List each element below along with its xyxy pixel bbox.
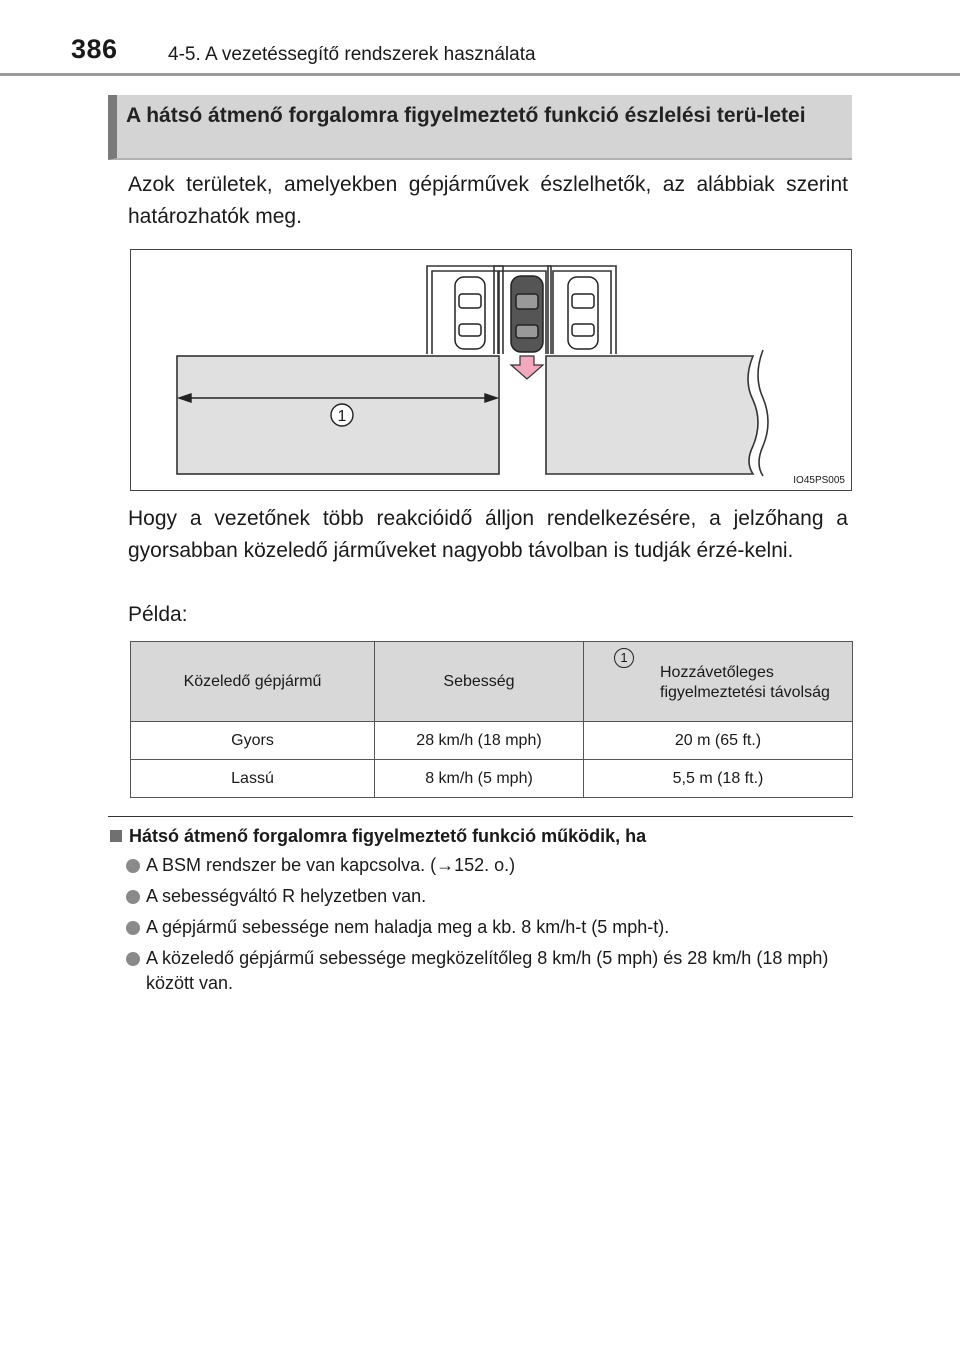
header-distance-text: Hozzávetőleges figyelmeztetési távolság xyxy=(660,663,830,701)
warning-distance-table xyxy=(130,641,853,798)
conditions-heading xyxy=(110,826,646,847)
detection-zone-right xyxy=(546,356,758,474)
header-rule xyxy=(0,73,960,76)
table-cell: 5,5 m (18 ft.) xyxy=(584,760,853,798)
list-item xyxy=(126,915,856,940)
figure-code: IO45PS005 xyxy=(793,475,845,486)
square-bullet-icon xyxy=(110,830,122,842)
table-row xyxy=(131,760,853,798)
parking-diagram xyxy=(131,250,851,490)
header-vehicle: Közeledő gépjármű xyxy=(131,642,375,722)
section-title: A hátsó átmenő forgalomra figyelmeztető funkció észlelési terü-letei xyxy=(126,104,806,127)
bullet-dot-icon xyxy=(126,859,140,873)
car-right xyxy=(568,277,598,349)
table-cell: 8 km/h (5 mph) xyxy=(375,760,584,798)
table-cell: Lassú xyxy=(131,760,375,798)
list-item-text: A BSM rendszer be van kapcsolva. (→152. o.) xyxy=(146,855,516,875)
table-cell: 28 km/h (18 mph) xyxy=(375,722,584,760)
list-item-text: A közeledő gépjármű sebessége megközelítőleg 8 km/h (5 mph) és 28 km/h (18 mph) között van. xyxy=(146,948,829,993)
table-cell: Gyors xyxy=(131,722,375,760)
chapter-title: 4-5. A vezetéssegítő rendszerek használata xyxy=(168,44,536,65)
table-cell: 20 m (65 ft.) xyxy=(584,722,853,760)
callout-number: 1 xyxy=(337,408,347,425)
header-callout: 1 xyxy=(614,648,634,668)
table-row xyxy=(131,722,853,760)
conditions-heading-text: Hátsó átmenő forgalomra figyelmeztető funkció működik, ha xyxy=(129,826,647,846)
list-item-text: A sebességváltó R helyzetben van. xyxy=(146,886,427,906)
intro-paragraph: Azok területek, amelyekben gépjárművek észlelhetők, az alábbiak szerint határozhatók meg. xyxy=(128,173,848,228)
detection-area-figure xyxy=(130,249,852,491)
bullet-dot-icon xyxy=(126,952,140,966)
reaction-paragraph: Hogy a vezetőnek több reakcióidő álljon rendelkezésére, a jelzőhang a gyorsabban közeledő járműveket nagyobb távolban is tudják érzé-kelni. xyxy=(128,507,848,562)
list-item xyxy=(126,884,856,909)
page-number: 386 xyxy=(71,34,118,64)
list-item xyxy=(126,853,856,878)
header-speed: Sebesség xyxy=(375,642,584,722)
table-header-row xyxy=(131,642,853,722)
car-center xyxy=(511,276,543,352)
reverse-arrow-icon xyxy=(511,356,543,379)
bullet-dot-icon xyxy=(126,890,140,904)
header-distance xyxy=(584,642,853,722)
list-item xyxy=(126,946,856,996)
list-item-text: A gépjármű sebessége nem haladja meg a kb. 8 km/h-t (5 mph-t). xyxy=(146,917,670,937)
section-divider xyxy=(108,816,853,817)
example-label: Példa: xyxy=(128,603,188,626)
car-left xyxy=(455,277,485,349)
bullet-dot-icon xyxy=(126,921,140,935)
